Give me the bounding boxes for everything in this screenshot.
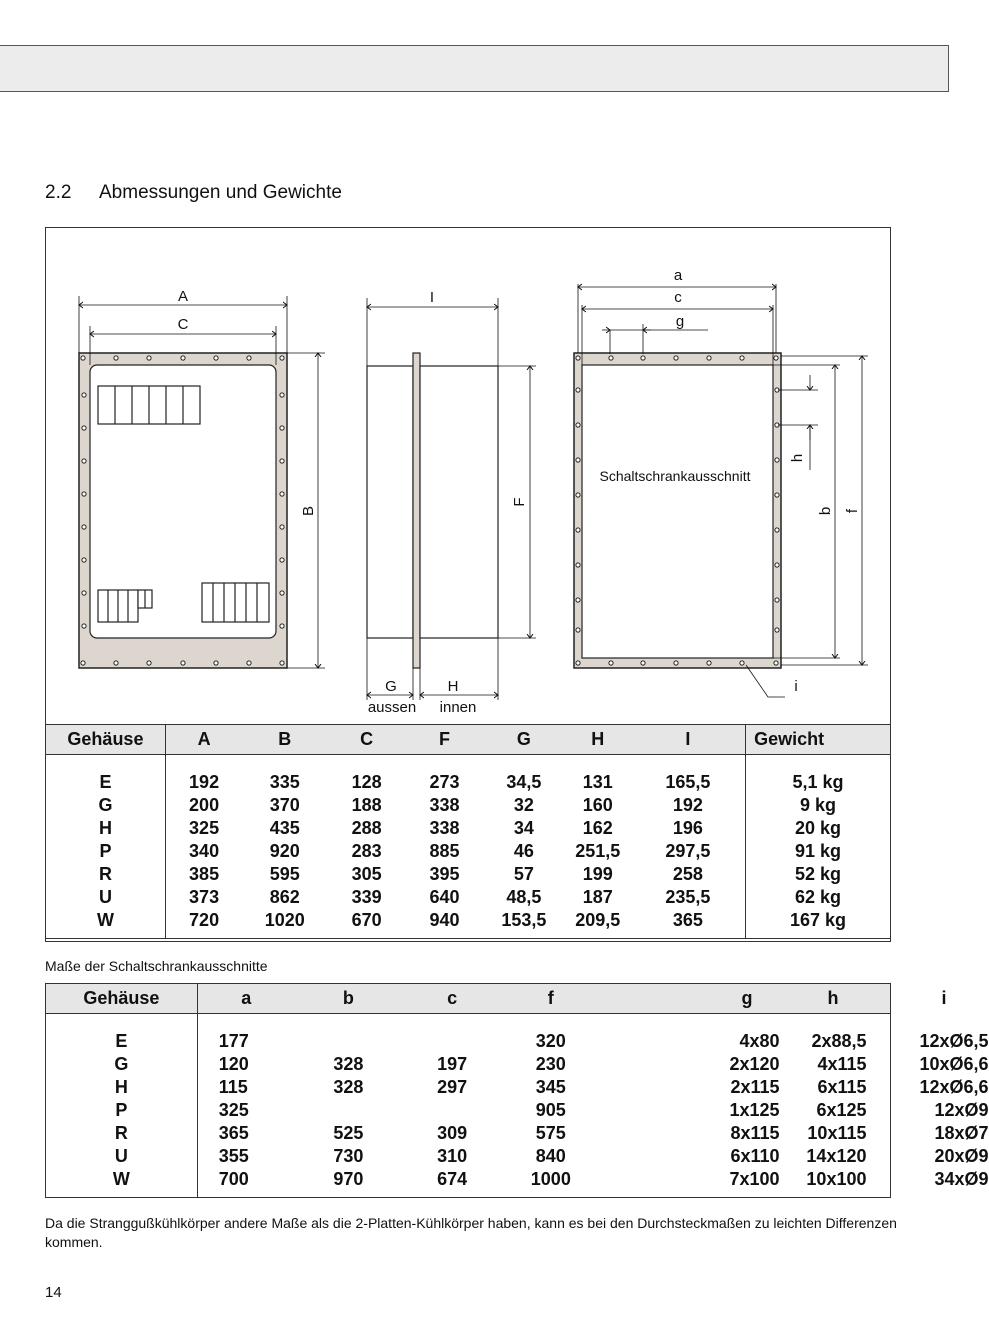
header-cell: A <box>165 725 242 755</box>
mounting-hole <box>576 423 580 427</box>
table-cell: 970 <box>333 1169 364 1189</box>
dimensions-table <box>45 724 891 939</box>
mounting-hole <box>740 661 744 665</box>
table-cell <box>295 1099 403 1122</box>
header-cell: g <box>741 988 753 1008</box>
table-cell: 862 <box>269 887 300 907</box>
mounting-hole <box>114 661 118 665</box>
table-cell: 62 kg <box>795 887 842 907</box>
table-cell: 209,5 <box>575 910 621 930</box>
table-cell: 328 <box>333 1054 364 1074</box>
table-cell: 309 <box>437 1123 468 1143</box>
section-title: Abmessungen und Gewichte <box>99 182 342 203</box>
label-c: c <box>674 289 682 306</box>
table-header-row <box>46 725 891 755</box>
cutout-view <box>574 284 868 697</box>
table-cell: 120 <box>218 1054 249 1074</box>
table-cell: 395 <box>429 864 460 884</box>
label-b: b <box>817 506 834 516</box>
cutout-table <box>45 983 989 1198</box>
table-cell: 32 <box>513 795 534 815</box>
mounting-hole <box>214 661 218 665</box>
table-cell: 730 <box>333 1146 364 1166</box>
header-cell: C <box>327 725 406 755</box>
table-cell: 12xØ9 <box>934 1100 989 1120</box>
table-cell: 131 <box>582 772 613 792</box>
mounting-hole <box>576 661 580 665</box>
mounting-hole <box>280 624 284 628</box>
table-cell: 320 <box>535 1031 566 1051</box>
mounting-hole <box>775 458 779 462</box>
table-cell: 840 <box>535 1146 566 1166</box>
table-cell: 385 <box>189 864 220 884</box>
label-I: I <box>429 289 435 306</box>
table-cell: 2x120 <box>729 1054 780 1074</box>
table-cell: U <box>114 1146 128 1166</box>
label-A: A <box>177 288 189 305</box>
table-cell: 340 <box>189 841 220 861</box>
table-cell: 12xØ6,6 <box>919 1077 989 1097</box>
header-cell: I <box>631 725 746 755</box>
table-cell: 305 <box>351 864 382 884</box>
mounting-hole <box>576 628 580 632</box>
table-cell: U <box>98 887 112 907</box>
table-cell: 700 <box>218 1169 249 1189</box>
table-cell: 283 <box>351 841 382 861</box>
mounting-hole <box>82 591 86 595</box>
table-cell: 640 <box>429 887 460 907</box>
table-body <box>46 1014 891 1198</box>
table-cell: 674 <box>437 1169 468 1189</box>
label-g: g <box>675 313 685 330</box>
mounting-hole <box>82 558 86 562</box>
table-cell: 115 <box>218 1077 248 1097</box>
mounting-hole <box>740 356 744 360</box>
label-B: B <box>300 505 317 517</box>
table-cell: 162 <box>582 818 613 838</box>
table-cell: 188 <box>351 795 382 815</box>
table-cell: 2x88,5 <box>811 1031 867 1051</box>
table-cell: 328 <box>333 1077 364 1097</box>
mounting-hole <box>707 356 711 360</box>
label-C: C <box>177 316 189 333</box>
table-cell: 338 <box>429 818 460 838</box>
cutout-caption: Maße der Schaltschrankausschnitte <box>45 958 268 974</box>
table-cell: 1x125 <box>729 1100 780 1120</box>
table-cell: 338 <box>429 795 460 815</box>
table-cell: 355 <box>218 1146 249 1166</box>
header-cell: B <box>242 725 327 755</box>
table-cell: 46 <box>513 841 534 861</box>
mounting-hole <box>775 598 779 602</box>
table-cell: 365 <box>218 1123 249 1143</box>
mounting-hole <box>280 591 284 595</box>
table-cell: 435 <box>269 818 300 838</box>
table-cell: 525 <box>333 1123 364 1143</box>
mounting-hole <box>247 661 251 665</box>
table-cell: 373 <box>189 887 220 907</box>
mounting-hole <box>82 525 86 529</box>
table-cell: 12xØ6,5 <box>919 1031 989 1051</box>
table-cell: 2x115 <box>730 1077 780 1097</box>
header-cell: H <box>565 725 631 755</box>
label-i: i <box>794 678 798 695</box>
table-header-row <box>46 984 891 1014</box>
table-cell: 14x120 <box>806 1146 867 1166</box>
table-cell: H <box>114 1077 128 1097</box>
table-cell: 48,5 <box>506 887 542 907</box>
table-cell: 199 <box>582 864 613 884</box>
table-cell: 345 <box>535 1077 566 1097</box>
mounting-hole <box>214 356 218 360</box>
mounting-hole <box>280 459 284 463</box>
table-cell: 34xØ9 <box>934 1169 989 1189</box>
table-cell: 153,5 <box>501 910 547 930</box>
mounting-hole <box>114 356 118 360</box>
section-number: 2.2 <box>45 182 72 203</box>
mounting-hole <box>247 356 251 360</box>
table-cell: 1020 <box>264 910 305 930</box>
table-cell <box>402 1099 502 1122</box>
table-cell: 595 <box>269 864 300 884</box>
mounting-hole <box>82 426 86 430</box>
table-cell: E <box>99 772 112 792</box>
table-cell: 9 kg <box>800 795 837 815</box>
label-cutout: Schaltschrankausschnitt <box>599 468 751 484</box>
table-cell: 370 <box>269 795 300 815</box>
table-cell: G <box>98 795 113 815</box>
housing-front-view <box>79 296 325 668</box>
label-aussen: aussen <box>367 699 417 716</box>
mounting-hole <box>82 492 86 496</box>
label-G: G <box>385 678 397 695</box>
label-f: f <box>844 508 861 514</box>
mounting-hole <box>82 624 86 628</box>
mounting-hole <box>82 393 86 397</box>
table-cell: W <box>96 910 114 930</box>
page-number: 14 <box>45 1284 62 1301</box>
table-cell: 365 <box>672 910 703 930</box>
mounting-hole <box>674 356 678 360</box>
mounting-hole <box>280 356 284 360</box>
table-cell <box>402 1030 502 1053</box>
header-cell: G <box>483 725 565 755</box>
mounting-hole <box>775 528 779 532</box>
table-cell: 7x100 <box>729 1169 780 1189</box>
mounting-hole <box>81 356 85 360</box>
mounting-hole <box>674 661 678 665</box>
table-cell: 34,5 <box>506 772 542 792</box>
table-cell: 325 <box>189 818 220 838</box>
table-cell: H <box>98 818 112 838</box>
table-cell: 91 kg <box>795 841 842 861</box>
mounting-hole <box>280 426 284 430</box>
table-cell: 235,5 <box>665 887 711 907</box>
table-cell: 6x125 <box>816 1100 867 1120</box>
mounting-hole <box>147 356 151 360</box>
mounting-hole <box>576 493 580 497</box>
header-cell: F <box>406 725 483 755</box>
table-cell: 8x115 <box>730 1123 780 1143</box>
table-cell: 128 <box>351 772 382 792</box>
table-cell: 6x115 <box>817 1077 867 1097</box>
table-cell: 920 <box>269 841 300 861</box>
mounting-hole <box>280 525 284 529</box>
header-cell: Gehäuse <box>46 725 166 755</box>
table-cell: 258 <box>672 864 703 884</box>
mounting-hole <box>641 661 645 665</box>
table-cell: P <box>99 841 112 861</box>
mounting-hole <box>775 628 779 632</box>
table-cell: 885 <box>429 841 460 861</box>
mounting-hole <box>576 356 580 360</box>
table-cell: 20xØ9 <box>934 1146 989 1166</box>
mounting-hole <box>147 661 151 665</box>
table-cell: 4x80 <box>739 1031 780 1051</box>
table-cell: 197 <box>437 1054 468 1074</box>
mounting-hole <box>280 393 284 397</box>
table-cell: 905 <box>535 1100 566 1120</box>
label-a: a <box>673 267 683 284</box>
mounting-hole <box>609 661 613 665</box>
table-cell: P <box>115 1100 128 1120</box>
table-cell: 5,1 kg <box>792 772 844 792</box>
mounting-hole <box>181 661 185 665</box>
header-cell: c <box>402 984 502 1014</box>
table-cell: 297 <box>437 1077 468 1097</box>
mounting-hole <box>641 356 645 360</box>
mounting-hole <box>576 563 580 567</box>
mounting-hole <box>576 458 580 462</box>
label-H: H <box>447 678 459 695</box>
mounting-hole <box>774 661 778 665</box>
table-cell: 325 <box>218 1100 249 1120</box>
table-cell: 167 kg <box>790 910 847 930</box>
table-cell: R <box>98 864 112 884</box>
label-h: h <box>789 453 806 463</box>
header-cell: i <box>941 988 947 1008</box>
table-cell: 6x110 <box>730 1146 780 1166</box>
mounting-hole <box>707 661 711 665</box>
table-cell <box>295 1030 403 1053</box>
table-cell: W <box>112 1169 130 1189</box>
table-cell: 335 <box>269 772 300 792</box>
table-cell: 720 <box>189 910 220 930</box>
table-cell: 339 <box>351 887 382 907</box>
mounting-hole <box>609 356 613 360</box>
table-cell: 34 <box>513 818 534 838</box>
table-cell: 165,5 <box>665 772 711 792</box>
table-cell: 670 <box>351 910 382 930</box>
table-cell: 52 kg <box>795 864 842 884</box>
table-cell: 192 <box>672 795 703 815</box>
table-body <box>46 755 891 939</box>
mounting-hole <box>181 356 185 360</box>
header-cell: a <box>197 984 294 1014</box>
mounting-hole <box>775 563 779 567</box>
table-cell: 200 <box>189 795 220 815</box>
table-cell: 251,5 <box>575 841 621 861</box>
table-cell: E <box>115 1031 128 1051</box>
table-cell: 310 <box>437 1146 468 1166</box>
mounting-hole <box>576 388 580 392</box>
table-cell: R <box>114 1123 128 1143</box>
table-cell: 57 <box>513 864 534 884</box>
mounting-hole <box>82 459 86 463</box>
mounting-hole <box>774 356 778 360</box>
table-cell: 10x115 <box>807 1123 867 1143</box>
header-cell: f <box>502 984 599 1014</box>
table-cell: 10xØ6,6 <box>919 1054 989 1074</box>
header-cell: b <box>295 984 403 1014</box>
table-cell: 297,5 <box>665 841 711 861</box>
mounting-hole <box>280 558 284 562</box>
table-cell: 10x100 <box>806 1169 867 1189</box>
mounting-hole <box>775 493 779 497</box>
label-F: F <box>511 497 528 507</box>
mounting-hole <box>576 528 580 532</box>
table-cell: 177 <box>218 1031 249 1051</box>
table-cell: 273 <box>429 772 460 792</box>
header-cell: Gehäuse <box>46 984 198 1014</box>
footnote: Da die Stranggußkühlkörper andere Maße als die 2-Platten-Kühlkörper haben, kann es bei den Durchsteckmaßen zu leichten Differenzen kommen. <box>45 1215 897 1250</box>
table-cell: 1000 <box>530 1169 571 1189</box>
table-cell: 230 <box>535 1054 566 1074</box>
mounting-hole <box>576 598 580 602</box>
table-cell: G <box>114 1054 129 1074</box>
table-cell: 20 kg <box>795 818 842 838</box>
table-cell: 187 <box>582 887 613 907</box>
table-cell: 940 <box>429 910 460 930</box>
header-cell: Gewicht <box>746 725 891 755</box>
table-cell: 160 <box>582 795 613 815</box>
table-cell: 192 <box>189 772 220 792</box>
table-cell: 288 <box>351 818 382 838</box>
table-cell: 18xØ7 <box>934 1123 989 1143</box>
mounting-hole <box>280 492 284 496</box>
header-cell: h <box>827 988 839 1008</box>
table-cell: 196 <box>672 818 703 838</box>
label-innen: innen <box>439 699 477 716</box>
table-cell: 575 <box>535 1123 566 1143</box>
mounting-hole <box>280 661 284 665</box>
mounting-hole <box>81 661 85 665</box>
table-cell: 4x115 <box>817 1054 867 1074</box>
